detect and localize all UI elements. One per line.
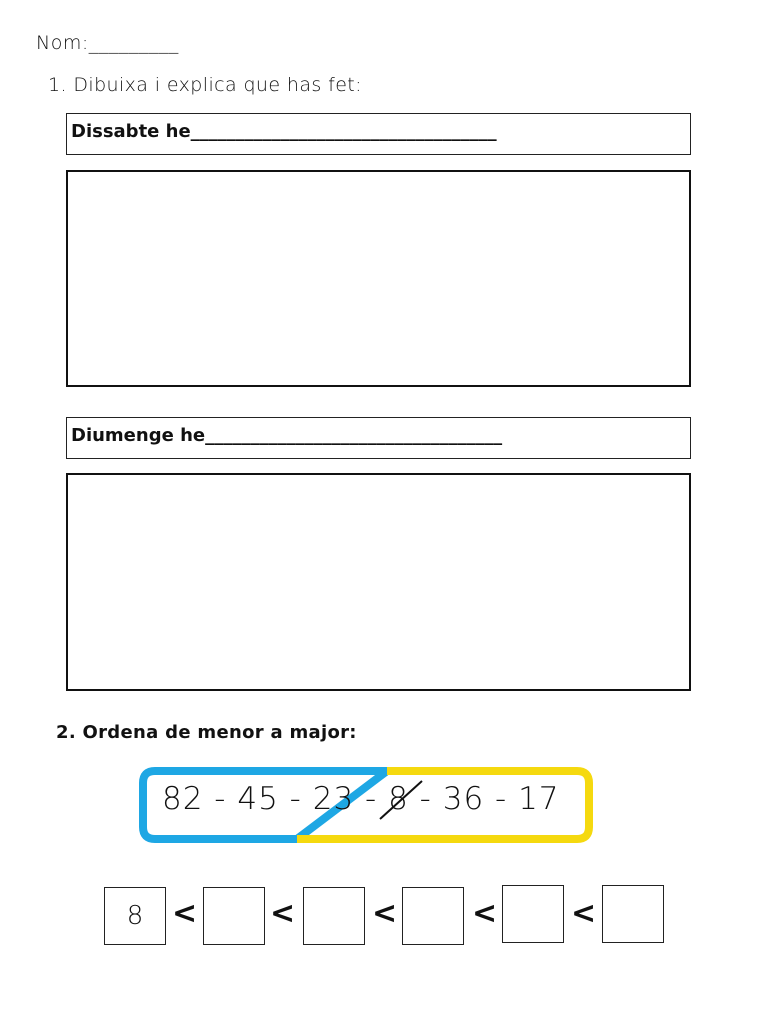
- answer-box-4[interactable]: [402, 887, 464, 945]
- saturday-drawing-box[interactable]: [66, 170, 691, 387]
- less-than-5: <: [571, 896, 597, 931]
- answer-box-6[interactable]: [602, 885, 664, 943]
- number-item: 17: [518, 781, 560, 817]
- number-separator: -: [203, 781, 238, 817]
- number-item: 45: [237, 781, 279, 817]
- less-than-1: <: [172, 896, 198, 931]
- question-2-title: 2. Ordena de menor a major:: [56, 722, 357, 743]
- number-item-crossed: 8: [388, 781, 409, 817]
- number-separator: -: [354, 781, 389, 817]
- less-than-3: <: [372, 896, 398, 931]
- cross-out-mark: [380, 779, 424, 823]
- name-line: Nom:_________: [36, 32, 179, 54]
- less-than-2: <: [270, 896, 296, 931]
- answer-box-1[interactable]: 8: [104, 887, 166, 945]
- number-item: 23: [312, 781, 355, 817]
- sunday-drawing-box[interactable]: [66, 473, 691, 691]
- sunday-label-box: [66, 417, 691, 459]
- answer-box-5[interactable]: [502, 885, 564, 943]
- number-sequence: [162, 781, 560, 817]
- number-separator: -: [408, 781, 443, 817]
- question-1-title: 1. Dibuixa i explica que has fet:: [48, 74, 362, 96]
- number-separator: -: [278, 781, 313, 817]
- answer-box-2[interactable]: [203, 887, 265, 945]
- number-item: 82: [162, 781, 204, 817]
- number-item: 36: [442, 781, 485, 817]
- saturday-label-box: [66, 113, 691, 155]
- saturday-label: Dissabte he__________________________________: [71, 121, 497, 142]
- number-separator: -: [484, 781, 519, 817]
- sunday-label: Diumenge he_________________________________: [71, 425, 503, 446]
- less-than-4: <: [472, 896, 498, 931]
- answer-box-3[interactable]: [303, 887, 365, 945]
